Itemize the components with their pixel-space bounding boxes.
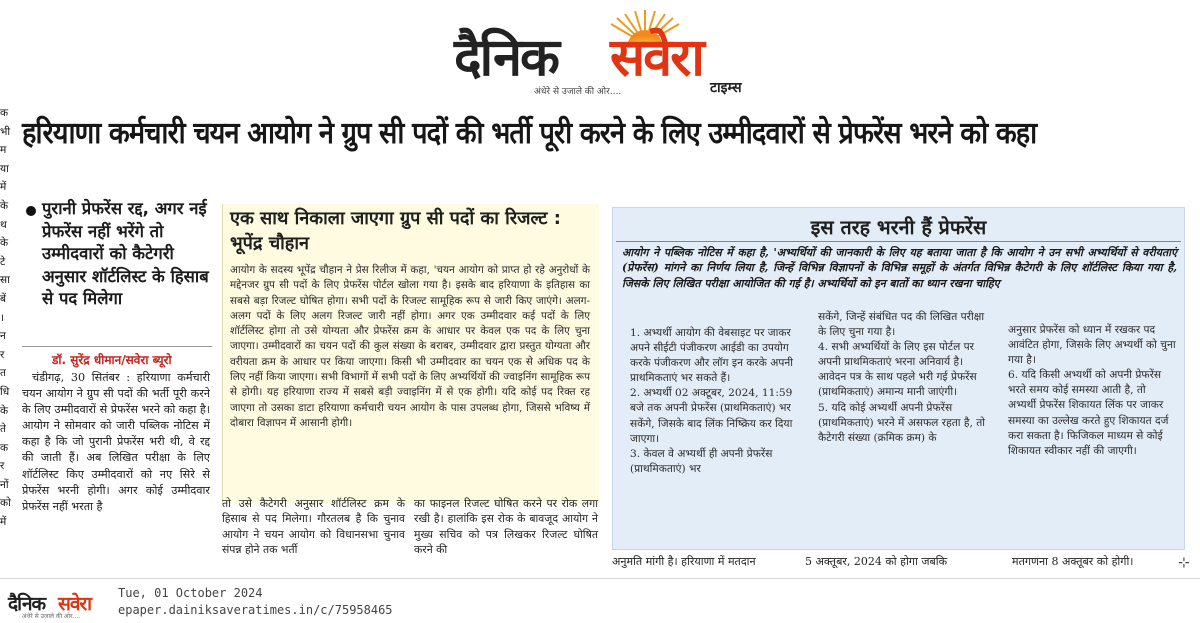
box-intro-right: आयोग ने पब्लिक नोटिस में कहा है, 'अभ्यर्थियों की जानकारी के लिए यह बताया जाता है कि आयोग ने उन सभी अभ्यर्थियों से वरीयताएं (प्रेफरेंस) मांगने का निर्णय लिया है, जिन्हें विभिन्न विज्ञापनों के विभिन्न समूहों के अंतर्गत विभिन्न कैटेगरी के लिए शॉर्टलिस्ट किया गया है, जिसके लिए लिखित परीक्षा आयोजित की गई है। अभ्यर्थियों को इन बातों का ध्यान रखना चाहिए bbox=[622, 246, 1177, 290]
logo-tagline: अंधेरे से उजाले की ओर.... bbox=[534, 87, 622, 97]
instruction-item: 6. यदि किसी अभ्यर्थी को अपनी प्रेफरेंस भरते समय कोई समस्या आती है, तो अभ्यर्थी प्रेफरेंस शिकायत लिंक पर जाकर समस्या का उल्लेख करते हुए शिकायत दर्ज करा सकता है। फिजिकल माध्यम से कोई शिकायत स्वीकार नहीं की जाएगी। bbox=[1008, 369, 1169, 457]
logo-word-dainik: दैनिक bbox=[454, 28, 558, 88]
instruction-item: अनुसार प्रेफरेंस को ध्यान में रखकर पद आवंटित होगा, जिसके लिए अभ्यर्थी को चुना गया है। bbox=[1008, 324, 1176, 367]
cropped-text-fragment: के bbox=[0, 199, 9, 212]
cropped-text-fragment: । bbox=[0, 311, 4, 324]
cropped-text-fragment: र bbox=[0, 460, 5, 473]
footer-logo-word-dainik: दैनिक bbox=[8, 593, 46, 615]
article-body-col2: तो उसे कैटेगरी अनुसार शॉर्टलिस्ट क्रम के हिसाब से पद मिलेगा। गौरतलब है कि चुनाव आयोग ने चयन आयोग को विधानसभा चुनाव संपन्न होने तक भर्ती bbox=[222, 497, 405, 557]
cropped-text-fragment: ते bbox=[0, 423, 6, 436]
cropped-text-fragment: या bbox=[0, 162, 9, 175]
instruction-item: 5. यदि कोई अभ्यर्थी अपनी प्रेफरेंस (प्राथमिकताएं) भरने में असफल रहता है, तो कैटेगरी संख्या (क्रमिक क्रम) के bbox=[818, 401, 985, 444]
cropped-text-fragment: टे bbox=[0, 255, 6, 268]
cropped-adjacent-column bbox=[0, 104, 12, 544]
instruction-item: 4. सभी अभ्यर्थियों के लिए इस पोर्टल पर अपनी प्राथमिकताएं भरना अनिवार्य है। आवेदन पत्र के साथ पहले भरी गई प्रेफरेंस (प्राथमिकताएं) अमान्य मानी जाएंगी। bbox=[818, 341, 977, 399]
article-body-col3: का फाइनल रिजल्ट घोषित करने पर रोक लगा रखी है। हालांकि इस रोक के बावजूद आयोग ने मुख्य सचिव को पत्र लिखकर रिजल्ट घोषित करने की bbox=[414, 497, 598, 557]
continuation-segment: मतगणना 8 अक्तूबर को होगी। bbox=[1012, 555, 1134, 568]
instructions-col1 bbox=[630, 326, 795, 477]
cropped-text-fragment: में bbox=[0, 516, 7, 529]
cropped-text-fragment: के bbox=[0, 404, 9, 417]
article-body-left bbox=[22, 370, 210, 515]
instructions-col2 bbox=[818, 310, 988, 446]
divider bbox=[616, 241, 1181, 242]
instruction-item: सकेंगे, जिन्हें संबंधित पद की लिखित परीक्षा के लिए चुना गया है। bbox=[818, 311, 985, 339]
cropped-text-fragment: में bbox=[0, 181, 7, 194]
box-title-center: एक साथ निकाला जाएगा ग्रुप सी पदों का रिजल्ट : भूपेंद्र चौहान bbox=[230, 208, 561, 254]
divider bbox=[0, 578, 1200, 579]
cropped-text-fragment: क bbox=[0, 441, 9, 454]
cropped-text-fragment: भी bbox=[0, 125, 11, 138]
cropped-text-fragment: त bbox=[0, 367, 6, 380]
cropped-text-fragment: थ bbox=[0, 218, 7, 231]
divider bbox=[22, 346, 212, 347]
cropped-text-fragment: नों bbox=[0, 478, 9, 491]
article-headline: हरियाणा कर्मचारी चयन आयोग ने ग्रुप सी पदों की भर्ती पूरी करने के लिए उम्मीदवारों से प्रेफरेंस भरने को कहा bbox=[22, 116, 1037, 151]
subheading: पुरानी प्रेफरेंस रद्द, अगर नई प्रेफरेंस नहीं भरेंगे तो उम्मीदवारों को कैटेगरी अनुसार शॉर्टलिस्ट के हिसाब से पद मिलेगा bbox=[42, 199, 209, 308]
footer-logo-word-savera: सवेरा bbox=[58, 593, 92, 615]
footer-logo-tagline: अंधेरे से उजाले की ओर.... bbox=[22, 613, 81, 620]
footer-logo bbox=[8, 590, 112, 620]
instruction-item: 3. केवल वे अभ्यर्थी ही अपनी प्रेफरेंस (प्राथमिकताएं) भर bbox=[630, 447, 773, 475]
bullet-icon bbox=[26, 206, 36, 216]
clip-url[interactable]: epaper.dainiksaveratimes.in/c/75958465 bbox=[118, 603, 393, 617]
cropped-text-fragment: सा bbox=[0, 274, 10, 287]
byline: डॉ. सुरेंद्र धीमान/सवेरा ब्यूरो bbox=[52, 353, 172, 367]
cropped-text-fragment: को bbox=[0, 497, 11, 510]
edition-date: Tue, 01 October 2024 bbox=[118, 586, 263, 600]
box-title-right: इस तरह भरनी हैं प्रेफरेंस bbox=[810, 216, 987, 239]
cropped-text-fragment: र bbox=[0, 348, 5, 361]
continuation-segment: 5 अक्तूबर, 2024 को होगा जबकि bbox=[805, 555, 948, 568]
logo-word-savera: सवेरा bbox=[610, 28, 703, 88]
cropped-text-fragment: न bbox=[0, 330, 6, 343]
instruction-item: 1. अभ्यर्थी आयोग की वेबसाइट पर जाकर अपने सीईटी पंजीकरण आईडी का उपयोग करके पंजीकरण और लॉग इन करके अपनी प्राथमिकताएं भर सकते हैं। bbox=[630, 327, 794, 385]
body-paragraph: चंडीगढ़, 30 सितंबर : हरियाणा कर्मचारी चयन आयोग ने ग्रुप सी पदों की भर्ती पूरी करने के लिए उम्मीदवारों से प्रेफरेंस भरने को कहा है। आयोग ने सोमवार को जारी पब्लिक नोटिस में कहा है कि जो पुरानी प्रेफरेंस भरी थी, वे रद्द की जाती हैं। अब लिखित परीक्षा के लिए शॉर्टलिस्ट किए उम्मीदवारों को नए सिरे से प्रेफरेंस भरनी होगी। अगर कोई उम्मीदवार प्रेफरेंस नहीं भरता है bbox=[22, 371, 210, 513]
instruction-item: 2. अभ्यर्थी 02 अक्टूबर, 2024, 11:59 बजे तक अपनी प्रेफरेंस (प्राथमिकताएं) भर सकेंगे, जिसके बाद लिंक निष्क्रिय कर दिया जाएगा। bbox=[630, 387, 793, 445]
continuation-segment: अनुमति मांगी है। हरियाणा में मतदान bbox=[612, 555, 756, 568]
cropped-text-fragment: क bbox=[0, 107, 9, 119]
cropped-text-fragment: धि bbox=[0, 385, 10, 398]
masthead-logo bbox=[440, 6, 770, 98]
instructions-col3 bbox=[1008, 323, 1176, 459]
logo-word-times: टाइम्स bbox=[710, 80, 742, 96]
cropped-text-fragment: के bbox=[0, 237, 9, 250]
expand-icon[interactable]: ⊹ bbox=[1178, 555, 1190, 571]
cropped-text-fragment: म bbox=[0, 144, 7, 157]
box-body-center: आयोग के सदस्य भूपेंद्र चौहान ने प्रेस रिलीज में कहा, 'चयन आयोग को प्राप्त हो रहे अनुरोधों के मद्देनजर ग्रुप सी पदों के लिए प्रेफरेंस पोर्टल खोला गया है। इसके बाद हरियाणा के इतिहास का सबसे बड़ा रिजल्ट घोषित होगा। सभी पदों के रिजल्ट सामूहिक रूप से जारी किए जाएंगे। अलग-अलग पदों के लिए अलग रिजल्ट जारी नहीं होगा। अगर एक उम्मीदवार कई पदों के लिए शॉर्टलिस्ट होगा तो उसे योग्यता और प्रेफरेंस क्रम के आधार पर केवल एक पद के लिए चुना जाएगा। उम्मीदवारों का चयन पदों की कुल संख्या के बराबर, उम्मीदवार द्वारा प्रस्तुत योग्यता और वरीयता क्रम के आधार पर किया जाएगा। किसी भी उम्मीदवार का चयन एक से अधिक पद के लिए नहीं किया जाएगा। सभी विभागों में सभी पदों के लिए अभ्यर्थियों की ज्वाइनिंग सामूहिक रूप से होगी। यह हरियाणा राज्य में सबसे बड़ी ज्वाइनिंग में से एक होगी। यदि कोई पद रिक्त रह जाएगा तो उसका डाटा हरियाणा कर्मचारी चयन आयोग के पास उपलब्ध होगा, जिससे भविष्य में दोबारा विज्ञापन में आसानी होगी। bbox=[230, 264, 590, 429]
cropped-text-fragment: बें bbox=[0, 292, 6, 305]
